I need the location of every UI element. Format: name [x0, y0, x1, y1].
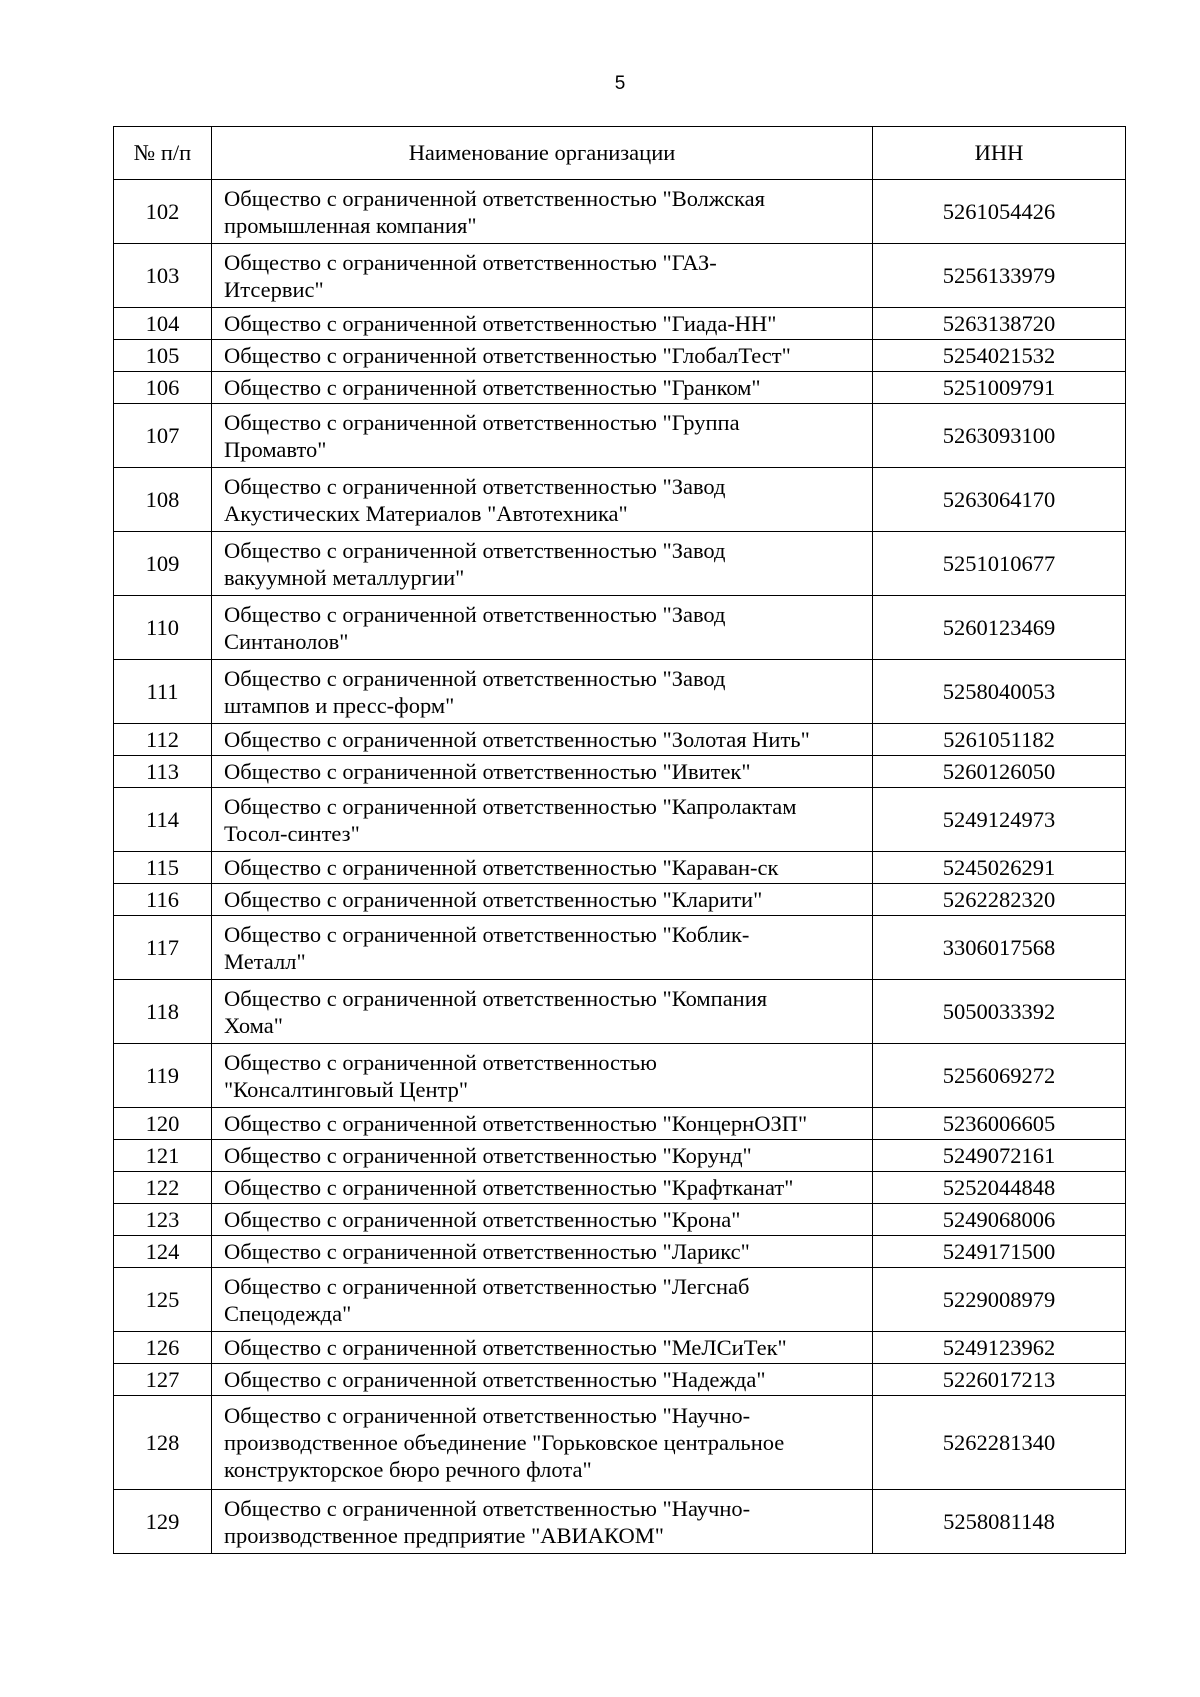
inn-cell: 5263064170 — [873, 468, 1126, 532]
organization-name-line: Общество с ограниченной ответственностью "Ивитек" — [224, 759, 751, 784]
organization-name-cell — [212, 372, 873, 404]
inn-cell: 5050033392 — [873, 980, 1126, 1044]
organization-name-line: штампов и пресс-форм" — [224, 692, 455, 718]
table-row — [114, 244, 1126, 308]
inn-cell: 5262281340 — [873, 1396, 1126, 1490]
organization-name-cell — [212, 1108, 873, 1140]
organization-name-line: Синтанолов" — [224, 628, 349, 654]
inn-cell: 5261054426 — [873, 180, 1126, 244]
inn-cell: 5236006605 — [873, 1108, 1126, 1140]
inn-cell: 5260123469 — [873, 596, 1126, 660]
organization-name-cell — [212, 724, 873, 756]
row-number-cell: 129 — [114, 1490, 212, 1554]
organization-name-line: производственное предприятие "АВИАКОМ" — [224, 1522, 664, 1548]
row-number-cell: 106 — [114, 372, 212, 404]
organization-name-line: Общество с ограниченной ответственностью "Коблик- — [224, 921, 750, 947]
inn-cell: 5249123962 — [873, 1332, 1126, 1364]
inn-cell: 5256069272 — [873, 1044, 1126, 1108]
organization-name-cell — [212, 404, 873, 468]
table-row — [114, 1108, 1126, 1140]
inn-cell: 5258081148 — [873, 1490, 1126, 1554]
inn-cell: 5251010677 — [873, 532, 1126, 596]
row-number-cell: 117 — [114, 916, 212, 980]
organization-name-line: Тосол-синтез" — [224, 820, 360, 846]
table-row — [114, 1204, 1126, 1236]
inn-cell: 5252044848 — [873, 1172, 1126, 1204]
organization-name-line: Общество с ограниченной ответственностью "Волжская — [224, 185, 765, 211]
row-number-cell: 128 — [114, 1396, 212, 1490]
organization-name-cell — [212, 884, 873, 916]
row-number-cell: 123 — [114, 1204, 212, 1236]
organization-name-cell — [212, 1490, 873, 1554]
organization-name-line: Общество с ограниченной ответственностью "Крона" — [224, 1207, 741, 1232]
organization-name-line: Общество с ограниченной ответственностью "МеЛСиТек" — [224, 1335, 787, 1360]
organization-name-cell — [212, 596, 873, 660]
organization-name-line: Общество с ограниченной ответственностью "Завод — [224, 537, 726, 563]
organization-name-line: Акустических Материалов "Автотехника" — [224, 500, 628, 526]
organization-name-cell — [212, 1396, 873, 1490]
organization-name-cell — [212, 916, 873, 980]
row-number-cell: 103 — [114, 244, 212, 308]
row-number-cell: 107 — [114, 404, 212, 468]
column-header-inn: ИНН — [873, 127, 1126, 180]
inn-cell: 5249124973 — [873, 788, 1126, 852]
organization-name-cell — [212, 1172, 873, 1204]
organization-name-line: Общество с ограниченной ответственностью "ГлобалТест" — [224, 343, 791, 368]
organization-name-line: Общество с ограниченной ответственностью "Компания — [224, 985, 768, 1011]
row-number-cell: 113 — [114, 756, 212, 788]
organization-name-cell — [212, 980, 873, 1044]
organization-name-cell — [212, 756, 873, 788]
row-number-cell: 116 — [114, 884, 212, 916]
column-header-number: № п/п — [114, 127, 212, 180]
row-number-cell: 105 — [114, 340, 212, 372]
table-row — [114, 1236, 1126, 1268]
table-row — [114, 1172, 1126, 1204]
table-body — [114, 180, 1126, 1554]
organization-name-cell — [212, 1236, 873, 1268]
organization-name-line: Общество с ограниченной ответственностью "Корунд" — [224, 1143, 752, 1168]
organization-name-line: Общество с ограниченной ответственностью "Надежда" — [224, 1367, 766, 1392]
row-number-cell: 108 — [114, 468, 212, 532]
inn-cell: 5261051182 — [873, 724, 1126, 756]
organization-name-line: Спецодежда" — [224, 1300, 352, 1326]
organization-name-cell — [212, 660, 873, 724]
organization-name-cell — [212, 852, 873, 884]
organization-name-cell — [212, 1044, 873, 1108]
organization-name-line: Общество с ограниченной ответственностью "Караван-ск — [224, 855, 779, 880]
organization-name-line: Общество с ограниченной ответственностью "Капролактам — [224, 793, 797, 819]
table-row — [114, 596, 1126, 660]
organization-name-cell — [212, 244, 873, 308]
organization-name-line: производственное объединение "Горьковское центральное — [224, 1430, 785, 1455]
inn-cell: 5249068006 — [873, 1204, 1126, 1236]
inn-cell: 5258040053 — [873, 660, 1126, 724]
organization-name-line: Общество с ограниченной ответственностью "Гиада-НН" — [224, 311, 777, 336]
inn-cell: 5263138720 — [873, 308, 1126, 340]
table-row — [114, 1140, 1126, 1172]
row-number-cell: 125 — [114, 1268, 212, 1332]
row-number-cell: 102 — [114, 180, 212, 244]
inn-cell: 5249171500 — [873, 1236, 1126, 1268]
table-row — [114, 404, 1126, 468]
inn-cell: 5251009791 — [873, 372, 1126, 404]
column-header-organization-name: Наименование организации — [212, 127, 873, 180]
row-number-cell: 118 — [114, 980, 212, 1044]
inn-cell: 5226017213 — [873, 1364, 1126, 1396]
organization-name-line: Хома" — [224, 1012, 283, 1038]
inn-cell: 5229008979 — [873, 1268, 1126, 1332]
row-number-cell: 119 — [114, 1044, 212, 1108]
inn-cell: 5245026291 — [873, 852, 1126, 884]
row-number-cell: 122 — [114, 1172, 212, 1204]
table-row — [114, 1490, 1126, 1554]
table-row — [114, 180, 1126, 244]
inn-cell: 5263093100 — [873, 404, 1126, 468]
organization-name-line: Общество с ограниченной ответственностью "Завод — [224, 601, 726, 627]
table-row — [114, 980, 1126, 1044]
row-number-cell: 124 — [114, 1236, 212, 1268]
table-row — [114, 660, 1126, 724]
organization-name-cell — [212, 180, 873, 244]
row-number-cell: 127 — [114, 1364, 212, 1396]
inn-cell: 5249072161 — [873, 1140, 1126, 1172]
row-number-cell: 120 — [114, 1108, 212, 1140]
organization-name-line: Общество с ограниченной ответственностью "Завод — [224, 473, 726, 499]
organization-name-line: конструкторское бюро речного флота" — [224, 1457, 592, 1482]
row-number-cell: 126 — [114, 1332, 212, 1364]
table-row — [114, 468, 1126, 532]
organizations-table — [113, 126, 1126, 1554]
organization-name-line: Общество с ограниченной ответственностью "Научно- — [224, 1403, 751, 1428]
table-row — [114, 1332, 1126, 1364]
organization-name-cell — [212, 532, 873, 596]
organization-name-cell — [212, 1364, 873, 1396]
inn-cell: 5256133979 — [873, 244, 1126, 308]
row-number-cell: 111 — [114, 660, 212, 724]
inn-cell: 5254021532 — [873, 340, 1126, 372]
organization-name-line: Общество с ограниченной ответственностью "Золотая Нить" — [224, 727, 810, 752]
organization-name-line: Общество с ограниченной ответственностью "Ларикс" — [224, 1239, 750, 1264]
organization-name-line: Итсервис" — [224, 276, 324, 302]
table-row — [114, 788, 1126, 852]
organization-name-cell — [212, 1268, 873, 1332]
organization-name-line: промышленная компания" — [224, 212, 477, 238]
organization-name-cell — [212, 788, 873, 852]
table-row — [114, 1268, 1126, 1332]
organization-name-line: Общество с ограниченной ответственностью "Научно- — [224, 1495, 751, 1521]
organization-name-line: Общество с ограниченной ответственностью "Гранком" — [224, 375, 761, 400]
inn-cell: 5260126050 — [873, 756, 1126, 788]
organization-name-line: вакуумной металлургии" — [224, 564, 465, 590]
organization-name-line: Общество с ограниченной ответственностью "КонцернОЗП" — [224, 1111, 808, 1136]
row-number-cell: 121 — [114, 1140, 212, 1172]
table-row — [114, 340, 1126, 372]
row-number-cell: 104 — [114, 308, 212, 340]
organization-name-line: Промавто" — [224, 436, 327, 462]
table-row — [114, 852, 1126, 884]
row-number-cell: 114 — [114, 788, 212, 852]
table-row — [114, 916, 1126, 980]
row-number-cell: 112 — [114, 724, 212, 756]
inn-cell: 3306017568 — [873, 916, 1126, 980]
row-number-cell: 109 — [114, 532, 212, 596]
table-row — [114, 884, 1126, 916]
table-row — [114, 372, 1126, 404]
table-row — [114, 1396, 1126, 1490]
page-number: 5 — [614, 73, 626, 94]
table-row — [114, 756, 1126, 788]
organization-name-cell — [212, 1332, 873, 1364]
organization-name-line: Общество с ограниченной ответственностью — [224, 1049, 657, 1075]
table-row — [114, 724, 1126, 756]
organization-name-cell — [212, 1140, 873, 1172]
organization-name-line: Общество с ограниченной ответственностью "Легснаб — [224, 1273, 750, 1299]
organization-name-line: "Консалтинговый Центр" — [224, 1076, 469, 1102]
organization-name-cell — [212, 340, 873, 372]
row-number-cell: 115 — [114, 852, 212, 884]
organization-name-cell — [212, 308, 873, 340]
row-number-cell: 110 — [114, 596, 212, 660]
table-row — [114, 308, 1126, 340]
table-row — [114, 1044, 1126, 1108]
organization-name-line: Общество с ограниченной ответственностью "Кларити" — [224, 887, 763, 912]
table-row — [114, 1364, 1126, 1396]
table-row — [114, 532, 1126, 596]
organization-name-line: Общество с ограниченной ответственностью "Группа — [224, 409, 740, 435]
inn-cell: 5262282320 — [873, 884, 1126, 916]
organization-name-line: Общество с ограниченной ответственностью "Крафтканат" — [224, 1175, 794, 1200]
organization-name-line: Общество с ограниченной ответственностью "ГАЗ- — [224, 249, 717, 275]
table-header-row — [114, 127, 1126, 180]
organization-name-line: Металл" — [224, 948, 306, 974]
organization-name-cell — [212, 1204, 873, 1236]
organization-name-line: Общество с ограниченной ответственностью "Завод — [224, 665, 726, 691]
organization-name-cell — [212, 468, 873, 532]
